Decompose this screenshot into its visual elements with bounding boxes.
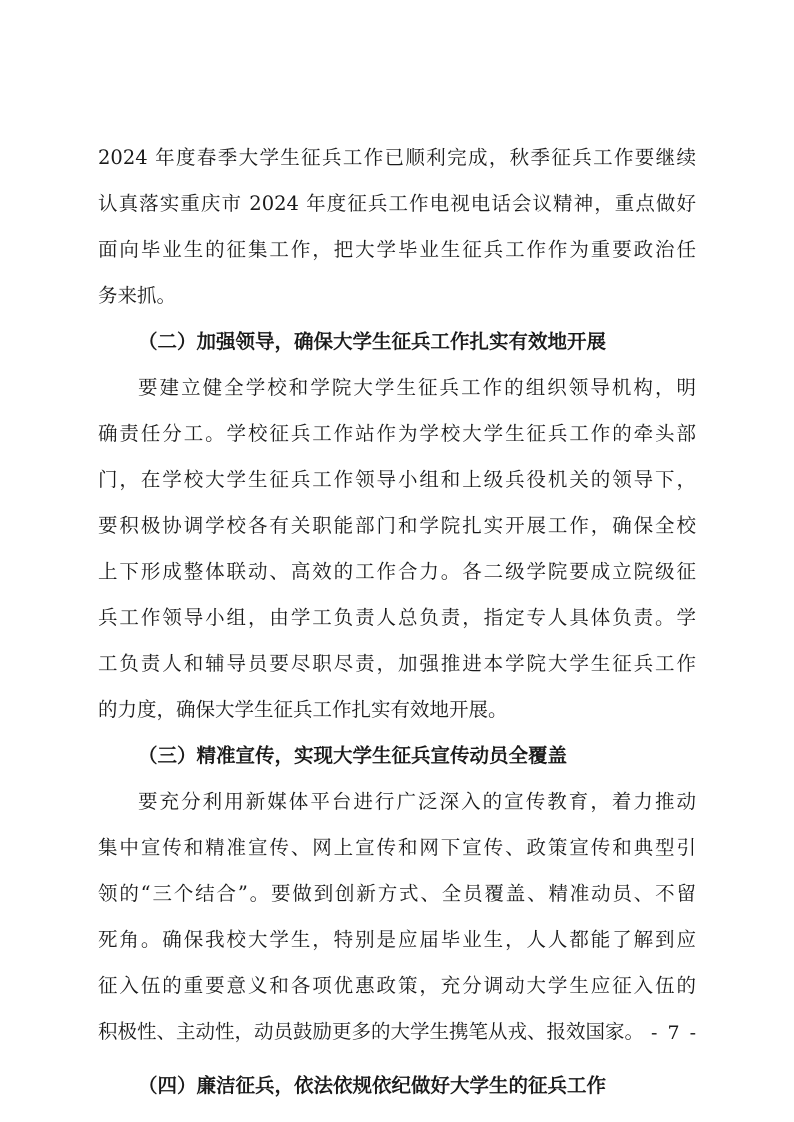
section-heading: （二）加强领导，确保大学生征兵工作扎实有效地开展 — [138, 330, 607, 353]
paragraph-line: 工负责人和辅导员要尽职尽责，加强推进本学院大学生征兵工作 — [98, 652, 696, 675]
paragraph-line: 面向毕业生的征集工作，把大学毕业生征兵工作作为重要政治任 — [98, 238, 696, 261]
paragraph-line: 死角。确保我校大学生，特别是应届毕业生，人人都能了解到应 — [98, 928, 696, 951]
paragraph-line: 认真落实重庆市 2024 年度征兵工作电视电话会议精神，重点做好 — [98, 192, 696, 215]
paragraph-line: 要建立健全学校和学院大学生征兵工作的组织领导机构，明 — [138, 376, 696, 399]
paragraph-line: 集中宣传和精准宣传、网上宣传和网下宣传、政策宣传和典型引 — [98, 836, 696, 859]
section-heading: （三）精准宣传，实现大学生征兵宣传动员全覆盖 — [138, 744, 568, 767]
paragraph-line: 领的“三个结合”。要做到创新方式、全员覆盖、精准动员、不留 — [98, 882, 696, 905]
paragraph-line: 2024 年度春季大学生征兵工作已顺利完成，秋季征兵工作要继续 — [98, 146, 696, 169]
paragraph-line: 务来抓。 — [98, 284, 177, 307]
paragraph-line: 上下形成整体联动、高效的工作合力。各二级学院要成立院级征 — [98, 560, 696, 583]
paragraph-line: 兵工作领导小组，由学工负责人总负责，指定专人具体负责。学 — [98, 606, 696, 629]
paragraph-line: 征入伍的重要意义和各项优惠政策，充分调动大学生应征入伍的 — [98, 974, 696, 997]
paragraph-line: 要充分利用新媒体平台进行广泛深入的宣传教育，着力推动 — [138, 790, 696, 813]
paragraph-line: 要积极协调学校各有关职能部门和学院扎实开展工作，确保全校 — [98, 514, 696, 537]
paragraph-line: 门，在学校大学生征兵工作领导小组和上级兵役机关的领导下， — [98, 468, 696, 491]
paragraph-line: 积极性、主动性，动员鼓励更多的大学生携笔从戎、报效国家。 — [98, 1020, 645, 1043]
paragraph-line: 确责任分工。学校征兵工作站作为学校大学生征兵工作的牵头部 — [98, 422, 696, 445]
spacer — [98, 1055, 696, 1063]
document-body — [98, 135, 696, 1109]
page-number: - 7 - — [650, 1022, 698, 1044]
paragraph-line: 的力度，确保大学生征兵工作扎实有效地开展。 — [98, 698, 508, 721]
section-heading: （四）廉洁征兵，依法依规依纪做好大学生的征兵工作 — [138, 1074, 607, 1097]
